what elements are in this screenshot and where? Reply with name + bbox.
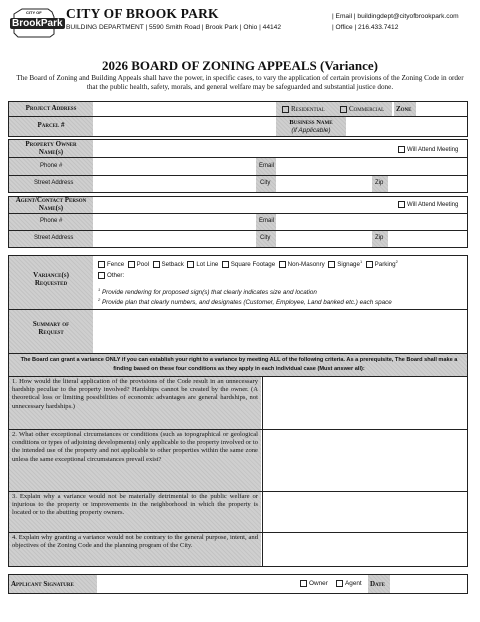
agent-city-input[interactable] (278, 231, 370, 247)
owner-will-attend-label: Will Attend Meeting (407, 147, 459, 154)
signage-option[interactable] (328, 261, 362, 268)
business-name-input[interactable] (348, 117, 466, 136)
parking-checkbox[interactable] (366, 261, 373, 268)
office-line: | Office | 216.433.7412 (332, 24, 399, 31)
logo-top-text: CITY OF (26, 10, 42, 15)
residential-label: Residential (291, 105, 325, 113)
owner-city-label: City (260, 180, 271, 186)
agent-name-input[interactable] (94, 197, 394, 213)
answer-3-input[interactable] (264, 492, 466, 532)
variance-options (98, 259, 398, 268)
pool-option[interactable] (128, 261, 149, 268)
owner-zip-label: Zip (375, 180, 384, 186)
question-1: 1. How would the literal application of the provisions of the Code result in an unnecessary hardship peculiar to the property involved? Hardships cannot be created by the owner. (A theoretical loss or limiting possibilities of economic advantages are general hardships, not unnecessary hardships.) (9, 377, 261, 429)
agent-city-label: City (260, 235, 271, 241)
signage-label: Signage (337, 261, 360, 269)
footnote-2-text: Provide plan that clearly numbers, and designates (Customer, Employee, Land banked etc.) each space (101, 299, 392, 307)
owner-will-attend-checkbox[interactable] (398, 146, 405, 153)
square-footage-option[interactable] (222, 261, 275, 268)
zone-input[interactable] (418, 102, 466, 116)
city-name: CITY OF BROOK PARK (66, 6, 219, 21)
lot-line-label: Lot Line (196, 261, 219, 269)
pool-checkbox[interactable] (128, 261, 135, 268)
column-divider (262, 377, 263, 566)
lot-line-checkbox[interactable] (187, 261, 194, 268)
agent-phone-label: Phone # (40, 218, 63, 224)
agent-signer-label: Agent (345, 580, 362, 588)
other-checkbox[interactable] (98, 272, 105, 279)
parking-label: Parking (374, 261, 396, 269)
lot-line-option[interactable] (187, 261, 218, 268)
non-masonry-label: Non-Masonry (287, 261, 325, 269)
city-logo (8, 8, 62, 38)
commercial-checkbox[interactable] (340, 106, 347, 113)
agent-will-attend-label: Will Attend Meeting (407, 202, 459, 209)
if-applicable-label: (if Applicable) (291, 127, 331, 134)
owner-street-input[interactable] (94, 176, 254, 192)
setback-checkbox[interactable] (153, 261, 160, 268)
owner-email-input[interactable] (278, 158, 466, 175)
agent-zip-input[interactable] (390, 231, 466, 247)
residential-checkbox[interactable] (282, 106, 289, 113)
signature-label: Applicant Signature (11, 580, 74, 588)
answer-2-input[interactable] (264, 430, 466, 491)
project-address-input[interactable] (94, 102, 274, 116)
pool-label: Pool (136, 261, 150, 269)
agent-zip-label: Zip (375, 235, 384, 241)
non-masonry-checkbox[interactable] (279, 261, 286, 268)
parking-footnote-mark: 2 (395, 259, 398, 264)
owner-phone-input[interactable] (94, 158, 254, 175)
summary-input[interactable] (94, 310, 466, 354)
variance-label: Variance(s) Requested (33, 271, 69, 287)
fence-checkbox[interactable] (98, 261, 105, 268)
owner-zip-input[interactable] (390, 176, 466, 192)
answer-1-input[interactable] (264, 377, 466, 429)
business-name-label: Business Name (289, 119, 333, 126)
agent-email-input[interactable] (278, 214, 466, 230)
agent-label: Agent/Contact Person Name(s) (15, 196, 87, 212)
footnote-2-number: 2 (98, 297, 101, 302)
owner-phone-label: Phone # (40, 163, 63, 169)
owner-label: Property Owner Name(s) (25, 140, 77, 156)
owner-city-input[interactable] (278, 176, 370, 192)
question-4: 4. Explain why granting a variance would not be contrary to the general purpose, intent, and objectives of the Zoning Code and the planning program of the City. (9, 533, 261, 566)
agent-will-attend-option[interactable] (398, 201, 458, 208)
footnote-1 (98, 287, 317, 296)
owner-will-attend-option[interactable] (398, 146, 458, 153)
signage-footnote-mark: 1 (359, 259, 363, 264)
project-address-label: Project Address (25, 104, 77, 112)
owner-name-input[interactable] (94, 140, 394, 157)
owner-email-label: Email (259, 163, 275, 169)
setback-label: Setback (161, 261, 184, 269)
zone-label: Zone (396, 105, 412, 113)
footnote-1-number: 1 (98, 287, 101, 292)
date-label: Date (370, 580, 385, 588)
criteria-header: The Board can grant a variance ONLY if you can establish your right to a variance by meeting ALL of the following criteria. As a prerequisite, The Board shall make a finding based on these four conditions as they apply in each individual case (Must answer all): (20, 357, 458, 372)
other-label: Other: (107, 272, 125, 280)
question-3: 3. Explain why a variance would not be materially detrimental to the public welfare or injurious to the property or improvements in the neighborhood in which the property is located or to the abutting property owners. (9, 492, 261, 532)
page-title: 2026 BOARD OF ZONING APPEALS (Variance) (101, 58, 378, 73)
department-line: BUILDING DEPARTMENT | 5590 Smith Road | Brook Park | Ohio | 44142 (66, 24, 282, 31)
square-footage-label: Square Footage (230, 261, 276, 269)
owner-signer-label: Owner (309, 580, 328, 588)
residential-option[interactable] (282, 105, 325, 113)
parcel-input[interactable] (94, 117, 274, 136)
commercial-option[interactable] (340, 105, 384, 113)
agent-signer-checkbox[interactable] (336, 580, 343, 587)
agent-street-input[interactable] (94, 231, 254, 247)
agent-email-label: Email (259, 218, 275, 224)
agent-phone-input[interactable] (94, 214, 254, 230)
date-input[interactable] (392, 575, 466, 593)
owner-street-label: Street Address (34, 180, 74, 186)
non-masonry-option[interactable] (279, 261, 325, 268)
agent-signer-option[interactable] (336, 580, 362, 587)
summary-label: Summary of Request (32, 320, 70, 336)
signage-checkbox[interactable] (328, 261, 335, 268)
other-option[interactable] (98, 272, 124, 279)
answer-4-input[interactable] (264, 533, 466, 566)
agent-will-attend-checkbox[interactable] (398, 201, 405, 208)
setback-option[interactable] (153, 261, 184, 268)
question-2: 2. What other exceptional circumstances or conditions (such as topographical or geological conditions or types of adjoining developments) only applicable to the property involved or to the intended use of the property and not applicable to other properties within the same zone unless the same exceptional circumstances prevail exist? (9, 430, 261, 491)
signature-input[interactable] (98, 575, 294, 593)
email-line: | Email | buildingdept@cityofbrookpark.com (332, 13, 459, 20)
owner-signer-checkbox[interactable] (300, 580, 307, 587)
owner-signer-option[interactable] (300, 580, 328, 587)
fence-label: Fence (107, 261, 125, 269)
parcel-label: Parcel # (37, 121, 65, 129)
footnote-2 (98, 297, 392, 306)
square-footage-checkbox[interactable] (222, 261, 229, 268)
footnote-1-text: Provide rendering for proposed sign(s) that clearly indicates size and location (101, 289, 317, 297)
logo-main-text: BrookPark (12, 18, 63, 29)
intro-text: The Board of Zoning and Building Appeals shall have the power, in specific cases, to vary the application of certain provisions of the Zoning Code in order that the public health, safety, morals, and general welfare may be safeguarded and substantial justice done. (16, 74, 464, 91)
fence-option[interactable] (98, 261, 124, 268)
commercial-label: Commercial (349, 105, 385, 113)
agent-street-label: Street Address (34, 235, 74, 241)
parking-option[interactable] (366, 261, 398, 268)
